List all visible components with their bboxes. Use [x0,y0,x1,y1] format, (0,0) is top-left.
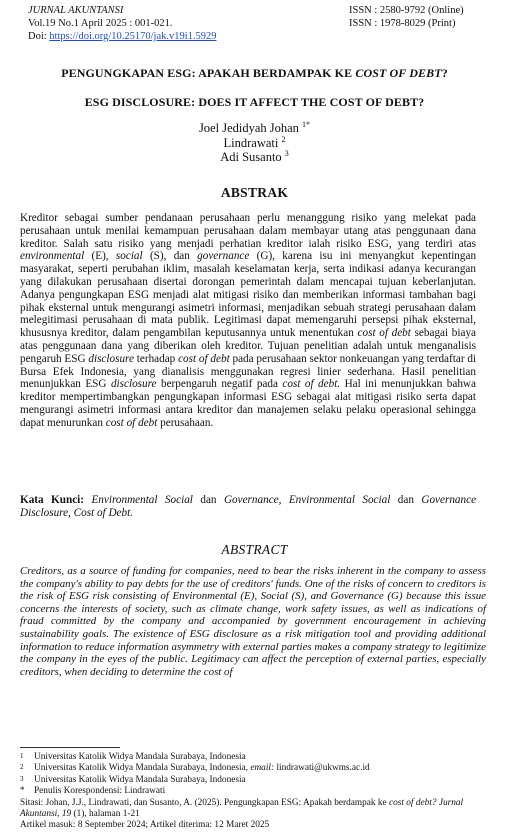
abstrak-term: cost of debt. [282,378,341,391]
abstrak-text: perusahaan. [160,416,214,429]
footnote-text: Universitas Katolik Widya Mandala Surabaya, Indonesia, [34,763,249,774]
doi-link[interactable]: https://doi.org/10.25170/jak.v19i1.5929 [49,31,217,42]
footnote-mark: * [20,786,25,797]
abstrak-term: environmental [20,250,85,263]
author-list [0,121,509,165]
footnote-mark: 3 [20,774,24,783]
email-label: email: [250,763,275,774]
abstrak-body [20,212,476,430]
footnote-text: Universitas Katolik Widya Mandala Surabaya, Indonesia [34,774,246,785]
footnote-text: Universitas Katolik Widya Mandala Surabaya, Indonesia [34,752,246,762]
citation-italic: cost of debt? Jurnal Akuntansi, 19 [20,797,464,820]
abstrak-text: berpengaruh negatif pada [160,378,278,391]
citation [20,798,490,821]
title-english: ESG DISCLOSURE: DOES IT AFFECT THE COST OF DEBT? [84,95,425,109]
abstrak-text: terhadap [136,352,176,365]
abstrak-text: Kreditor sebagai sumber pendanaan perusahaan perlu menanggung risiko yang melekat pada perusahaan untuk menilai kemampuan perusahaan dalam membayar utang atas penggunaan dana kreditor. Salah satu risiko yang menjadi perhatian kreditor ialah risiko ESG, yang terdiri atas [20,212,476,250]
abstrak-term: governance [197,250,250,263]
footnote-corresponding [20,786,490,797]
author-mark: 3 [284,148,289,158]
abstrak-text: pada perusahaan sektor nonkeuangan yang terdaftar di Bursa Efek Indonesia, yang dianalisis menggunakan regresi linier sederhana. Hasil penelitian menunjukkan ESG [20,352,477,391]
author-name: Lindrawati [223,135,279,150]
journal-name: JURNAL AKUNTANSI [28,5,124,16]
abstrak-heading: ABSTRAK [220,185,289,200]
issn-online: ISSN : 2580-9792 (Online) [349,5,464,16]
abstrak-text: (G), karena isu ini menyangkut kepentingan masyarakat, seperti perubahan iklim, masalah keselamatan kerja, serta indikasi adanya kecurangan yang dilakukan perusahaan disertai dorongan pemerintah dalam mencapai tujuan keberlanjutan. Adanya pengungkapan ESG menjadi alat mitigasi risiko dan memberikan informasi tambahan bagi pihak eksternal untuk mengurangi asimetri informasi, menjadikan sebuah strategi perusahaan dalam melegitimasi perusahaan di mata publik. Legitimasi dapat memengaruhi persepsi pihak eksternal, khususnya kreditor, dalam pengambilan keputusannya untuk menentukan [20,250,477,340]
issn-print: ISSN : 1978-8029 (Print) [349,18,456,29]
footnote-mark: 2 [20,763,24,772]
abstrak-text: (S), dan [149,250,190,263]
footnote-mark: 1 [20,752,24,760]
citation-text: (1), halaman 1-21 [73,809,140,820]
title-id-prefix: PENGUNGKAPAN ESG: APAKAH BERDAMPAK KE [61,66,353,80]
abstrak-term: cost of debt [105,416,158,429]
title-indonesian [10,66,499,81]
abstrak-term: cost of debt [178,352,230,365]
doi-line [28,30,217,43]
author-1 [0,121,509,136]
keyword-conj: dan [397,494,414,506]
author-mark: 1* [302,119,311,129]
keywords [20,494,476,520]
author-name: Adi Susanto [220,150,282,164]
abstrak-text: Hal ini menunjukkan bahwa kreditor mempertimbangkan pengungkapan informasi ESG sebagai alat mitigasi risiko serta dapat mengurangi asimetri informasi antara kreditor dan manajemen selaku pelaku operasional sehingga dapat menurunkan [20,378,476,429]
abstrak-term: disclosure [110,378,157,391]
abstrak-text: (E), [91,250,109,263]
title-id-italic: COST OF DEBT [355,66,442,80]
citation-text: Sitasi: Johan, J.J., Lindrawati, dan Susanto, A. (2025). Pengungkapan ESG: Apakah berdampak ke [20,797,387,808]
abstrak-term: cost of debt [357,327,411,340]
abstrak-text: sebagai biaya atas penggunaan dana yang diberikan oleh kreditor. Tujuan penelitian adalah untuk menganalisis pengaruh ESG [20,327,477,365]
journal-header-left [28,4,217,43]
footnote-text: Penulis Korespondensi: Lindrawati [34,786,166,797]
footnote-1 [20,752,490,763]
journal-volume: Vol.19 No.1 April 2025 : 001-021. [28,18,173,29]
keyword-conj: dan [200,494,217,506]
keyword: Governance Disclosure, Cost of Debt. [20,494,477,519]
keyword: Governance, Environmental Social [223,494,391,506]
journal-header-right [349,4,464,30]
author-2 [0,136,509,151]
footnote-3 [20,775,490,786]
email-address[interactable]: lindrawati@ukwms.ac.id [276,763,370,774]
footnotes [20,752,490,832]
doi-label: Doi: [28,31,47,42]
keyword: Environmental Social [91,494,193,506]
author-name: Joel Jedidyah Johan [198,121,299,135]
abstrak-term: social [115,250,143,263]
author-3 [0,150,509,165]
abstract-heading: ABSTRACT [221,542,288,557]
abstrak-term: disclosure [88,352,134,365]
article-dates: Artikel masuk: 8 September 2024; Artikel diterima: 12 Maret 2025 [20,820,270,831]
title-id-suffix: ? [441,66,448,80]
footnote-2 [20,763,490,774]
author-mark: 2 [281,134,286,144]
footnote-divider [20,747,120,748]
keywords-label: Kata Kunci: [20,494,84,506]
abstract-body: Creditors, as a source of funding for companies, need to bear the risks inherent in the company to assess the company's ability to pay debts for the use of creditors' funds. One of the risks of concern to creditors is the risk of ESG risk consisting of Environmental (E), Social (S), and Governance (G) because this issue concerns the interests of society, such as climate change, work safety issues, as well as indications of fraud committed by the company and accompanied by government encouragement in achieving sustainability goals. The existence of ESG disclosure as a risk mitigation tool and providing additional information to reduce information asymmetry with external parties makes a company strategy to legitimize the company in the eyes of the public. Legitimacy can affect the perception of external parties, especially creditors, when deciding to determine the cost of [20,565,486,678]
